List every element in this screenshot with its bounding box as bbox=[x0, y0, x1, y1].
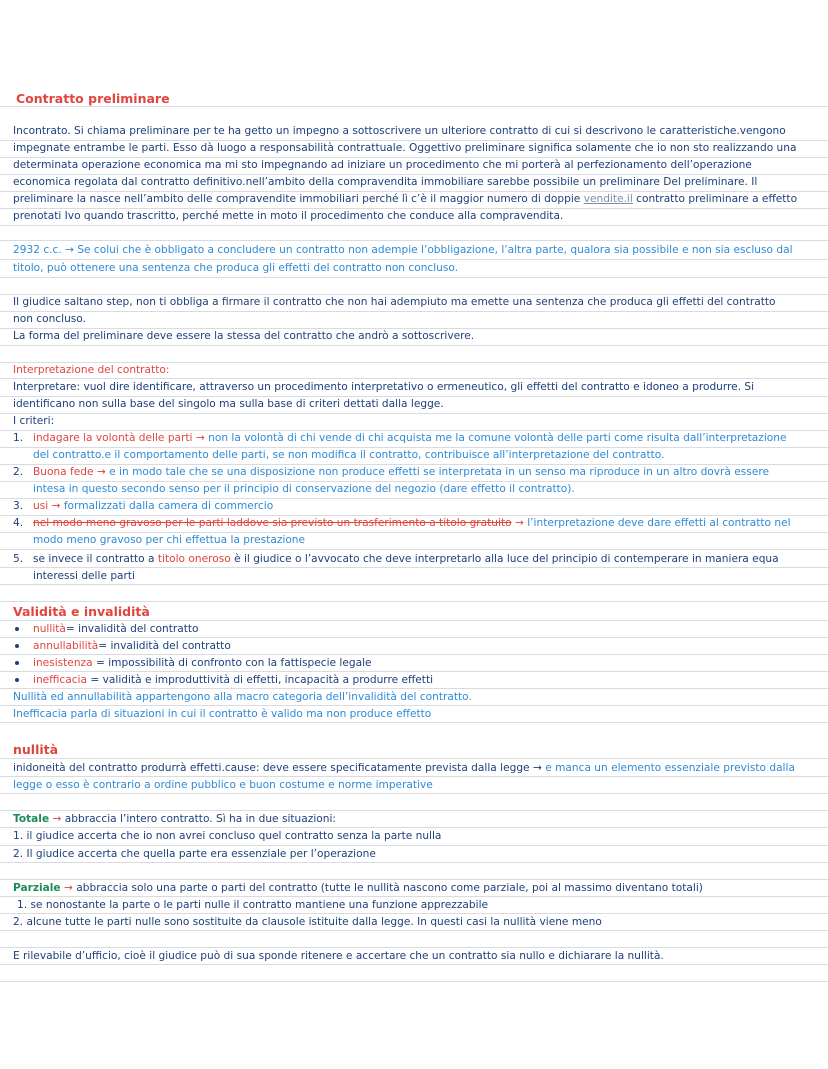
list-item: 1. se nonostante la parte o le parti nulle il contratto mantiene una funzione apprezzabile bbox=[17, 899, 489, 911]
rule-line bbox=[0, 601, 828, 602]
criterion-text: formalizzati dalla camera di commercio bbox=[60, 500, 274, 512]
criterion-text: se invece il contratto a bbox=[33, 553, 158, 565]
totale-text: abbraccia l’intero contratto. Sì ha in due situazioni: bbox=[61, 813, 336, 825]
section-heading-validita: Validità e invalidità bbox=[13, 604, 150, 619]
list-item: 2. Il giudice accerta che quella parte era essenziale per l’operazione bbox=[13, 848, 376, 860]
criterion-key: titolo oneroso bbox=[157, 553, 231, 565]
list-number: 1. bbox=[13, 432, 24, 444]
paragraph-line: I criteri: bbox=[13, 415, 55, 427]
paragraph-line: Il giudice saltano step, non ti obbliga a firmare il contratto che non hai adempiuto ma emette una sentenza che produca gli effetti del contratto bbox=[13, 296, 776, 308]
closing-line: E rilevabile d’ufficio, cioè il giudice può di sua sponde ritenere e accertare che un contratto sia nullo e dichiarare la nullità. bbox=[13, 950, 664, 962]
parziale-key: Parziale bbox=[13, 882, 61, 894]
totale-line bbox=[13, 811, 336, 828]
paragraph-text: e manca un elemento essenziale previsto dalla bbox=[541, 762, 795, 774]
paragraph-line: non concluso. bbox=[13, 313, 86, 325]
bullet-text: = validità e improduttività di effetti, incapacità a produrre effetti bbox=[87, 674, 434, 686]
parziale-line bbox=[13, 880, 703, 897]
paragraph-text: preliminare la nasce nell’ambito delle compravendite immobiliari perché lì c’è il maggior numero di doppie bbox=[13, 193, 581, 205]
bullet-key: inesistenza bbox=[33, 657, 93, 669]
bullet-icon bbox=[15, 661, 19, 665]
criterion-text: non la volontà di chi vende di chi acquista me la comune volontà delle parti come risulta dall’interpretazione bbox=[204, 432, 787, 444]
article-2932-line: 2932 c.c. → Se colui che è obbligato a concludere un contratto non adempie l’obbligazione, l’altra parte, qualora sia possibile e non sia escluso dal bbox=[13, 244, 793, 256]
criterion-key: usi bbox=[33, 500, 49, 512]
paragraph-line: La forma del preliminare deve essere la stessa del contratto che andrò a sottoscrivere. bbox=[13, 330, 475, 342]
criterion-item bbox=[13, 430, 787, 447]
rule-line bbox=[0, 225, 828, 226]
paragraph-line: Interpretare: vuol dire identificare, attraverso un procedimento interpretativo o ermeneutico, gli effetti del contratto e idoneo a produrre. Si bbox=[13, 381, 755, 393]
rule-line bbox=[0, 549, 828, 550]
bullet-item bbox=[13, 655, 372, 672]
bullet-item bbox=[13, 672, 433, 689]
paragraph-line: economica regolata dal contratto definitivo.nell’ambito della compravendita immobiliare sarebbe possibile un preliminare Del preliminare. Il bbox=[13, 176, 758, 188]
paragraph-line: determinata operazione economica ma mi sto impegnando ad iniziare un procedimento che mi porterà al perfezionamento dell’operazione bbox=[13, 159, 752, 171]
parziale-text: abbraccia solo una parte o parti del contratto (tutte le nullità nascono come parziale, poi al massimo diventano totali) bbox=[72, 882, 703, 894]
arrow-right-icon: → bbox=[64, 882, 73, 894]
list-item: 2. alcune tutte le parti nulle sono sostituite da clausole istituite dalla legge. In questi casi la nullità viene meno bbox=[13, 916, 602, 928]
rule-line bbox=[0, 240, 828, 241]
criterion-item bbox=[13, 551, 779, 568]
section-heading-nullita: nullità bbox=[13, 742, 59, 757]
paragraph-text: inidoneità del contratto produrrà effetti.cause: deve essere specificatamente prevista dalla legge bbox=[13, 762, 530, 774]
article-2932-line: titolo, può ottenere una sentenza che produca gli effetti del contratto non concluso. bbox=[13, 262, 459, 274]
bullet-text: = invalidità del contratto bbox=[65, 623, 199, 635]
totale-key: Totale bbox=[13, 813, 50, 825]
bullet-item bbox=[13, 638, 231, 655]
paragraph-line: identificano non sulla base del singolo ma sulla base di criteri dettati dalla legge. bbox=[13, 398, 444, 410]
arrow-right-icon: → bbox=[514, 517, 524, 529]
bullet-key: nullità bbox=[33, 623, 66, 635]
section-heading-interpretazione: Interpretazione del contratto: bbox=[13, 364, 170, 376]
criterion-item bbox=[13, 515, 791, 532]
criterion-text: è il giudice o l’avvocato che deve interpretarlo alla luce del principio di contemperare in maniera equa bbox=[230, 553, 779, 565]
note-line: Inefficacia parla di situazioni in cui il contratto è valido ma non produce effetto bbox=[13, 708, 432, 720]
bullet-text: = invalidità del contratto bbox=[98, 640, 231, 652]
paragraph-line: legge o esso è contrario a ordine pubblico e buon costume e norme imperative bbox=[13, 779, 433, 791]
criterion-item bbox=[13, 464, 769, 481]
arrow-right-icon: → bbox=[195, 432, 205, 444]
paragraph-line: Incontrato. Si chiama preliminare per te ha getto un impegno a sottoscrivere un ulteriore contratto di cui si descrivono le caratteristiche.vengono bbox=[13, 125, 786, 137]
paragraph-line bbox=[13, 191, 797, 208]
criterion-continuation: modo meno gravoso per chi effettua la prestazione bbox=[33, 534, 306, 546]
rule-line bbox=[0, 981, 828, 982]
criterion-continuation: del contratto.e il comportamento delle parti, se non modifica il contratto, contribuisce all’interpretazione del contratto. bbox=[33, 449, 665, 461]
rule-line bbox=[0, 413, 828, 414]
criterion-text: l’interpretazione deve dare effetti al contratto nel bbox=[523, 517, 791, 529]
criterion-item bbox=[13, 498, 273, 515]
criterion-continuation: interessi delle parti bbox=[33, 570, 136, 582]
annotation-text: vendite.il bbox=[583, 193, 633, 205]
paragraph-line: impegnate entrambe le parti. Esso dà luogo a responsabilità contrattuale. Oggettivo preliminare significa solamente che io non sto realizzando una bbox=[13, 142, 797, 154]
criterion-key: nel modo meno gravoso per le parti laddove sia previsto un trasferimento a titolo gratuito bbox=[33, 517, 512, 529]
paragraph-line bbox=[13, 760, 795, 777]
rule-line bbox=[0, 311, 828, 312]
bullet-item bbox=[13, 621, 199, 638]
bullet-icon bbox=[15, 678, 19, 682]
criterion-key: Buona fede bbox=[33, 466, 94, 478]
bullet-icon bbox=[15, 644, 19, 648]
bullet-icon bbox=[15, 627, 19, 631]
list-number: 3. bbox=[13, 500, 24, 512]
list-number: 2. bbox=[13, 466, 24, 478]
rule-line bbox=[0, 345, 828, 346]
list-number: 4. bbox=[13, 517, 24, 529]
bullet-text: = impossibilità di confronto con la fattispecie legale bbox=[92, 657, 372, 669]
list-item: 1. il giudice accerta che io non avrei concluso quel contratto senza la parte nulla bbox=[13, 830, 442, 842]
paragraph-text: contratto preliminare a effetto bbox=[632, 193, 798, 205]
arrow-right-icon: → bbox=[52, 813, 62, 825]
criterion-continuation: intesa in questo secondo senso per il principio di conservazione del negozio (dare effetto il contratto). bbox=[33, 483, 575, 495]
paragraph-line: prenotati Ivo quando trascritto, perché mette in moto il procedimento che conduce alla compravendita. bbox=[13, 210, 564, 222]
criterion-key: indagare la volontà delle parti bbox=[33, 432, 193, 444]
bullet-key: annullabilità bbox=[33, 640, 99, 652]
arrow-right-icon: → bbox=[532, 762, 542, 774]
rule-line bbox=[0, 277, 828, 278]
section-title-contratto-preliminare: Contratto preliminare bbox=[16, 91, 170, 106]
note-line: Nullità ed annullabilità appartengono alla macro categoria dell’invalidità del contratto. bbox=[13, 691, 472, 703]
criterion-text: e in modo tale che se una disposizione non produce effetti se interpretata in un senso ma riproduce in un altro dovrà essere bbox=[105, 466, 769, 478]
bullet-key: inefficacia bbox=[33, 674, 87, 686]
arrow-right-icon: → bbox=[51, 500, 61, 512]
list-number: 5. bbox=[13, 553, 24, 565]
arrow-right-icon: → bbox=[96, 466, 106, 478]
rule-line bbox=[0, 758, 828, 759]
